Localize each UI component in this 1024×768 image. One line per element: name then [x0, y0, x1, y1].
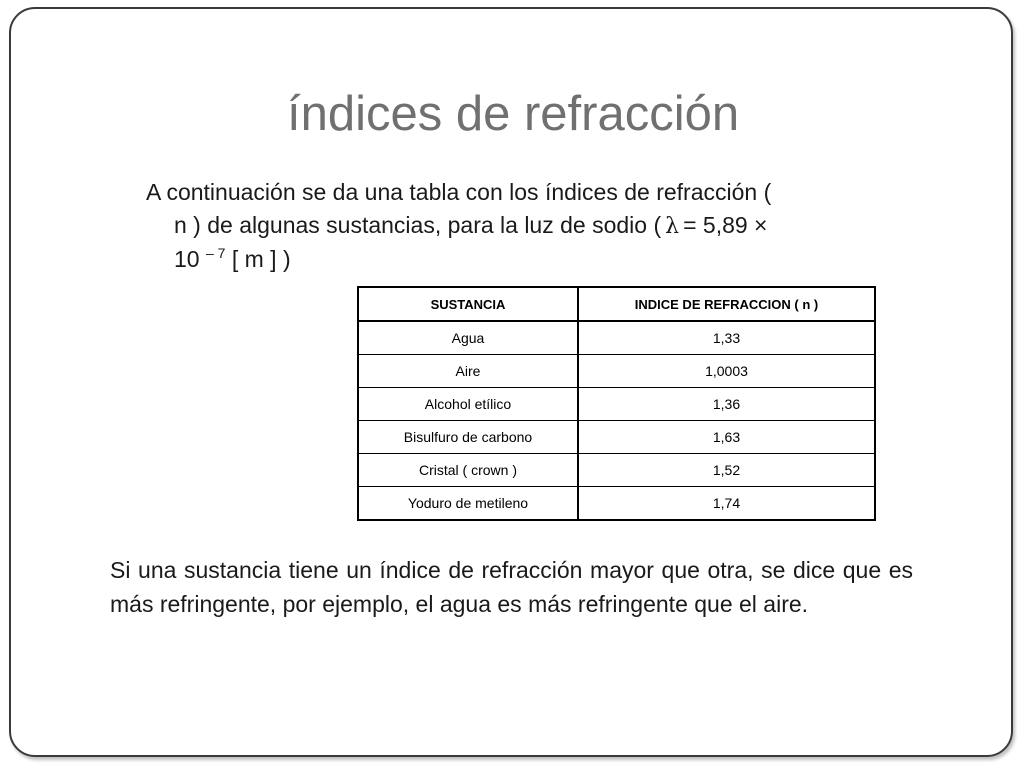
exponent-base: 10 [174, 246, 200, 272]
table-row [358, 421, 875, 454]
substance-cell: Aire [358, 355, 578, 388]
exponent: – 7 [205, 245, 226, 261]
slide-title: índices de refracción [287, 87, 740, 141]
intro-paragraph [146, 176, 936, 276]
table-row [358, 454, 875, 487]
intro-line-2-text: n ) de algunas sustancias, para la luz de sodio ( [174, 212, 662, 238]
substance-cell: Bisulfuro de carbono [358, 421, 578, 454]
footer-paragraph: Si una sustancia tiene un índice de refracción mayor que otra, se dice que es más refringente, por ejemplo, el agua es más refringente que el aire. [110, 557, 913, 617]
substance-cell: Cristal ( crown ) [358, 454, 578, 487]
substance-cell: Yoduro de metileno [358, 487, 578, 521]
substance-cell: Alcohol etílico [358, 388, 578, 421]
intro-line-3 [146, 243, 936, 276]
intro-line-1: A continuación se da una tabla con los índices de refracción ( [146, 179, 772, 205]
header-indice: INDICE DE REFRACCION ( n ) [578, 287, 875, 321]
lambda-symbol: λ [665, 214, 680, 239]
index-cell: 1,36 [578, 388, 875, 421]
index-cell: 1,33 [578, 321, 875, 355]
index-cell: 1,63 [578, 421, 875, 454]
index-cell: 1,0003 [578, 355, 875, 388]
table-row [358, 321, 875, 355]
table-row [358, 355, 875, 388]
refraction-table [357, 286, 876, 521]
index-cell: 1,74 [578, 487, 875, 521]
substance-cell: Agua [358, 321, 578, 355]
intro-line-2-value: = 5,89 × [683, 212, 768, 238]
table-row [358, 487, 875, 521]
index-cell: 1,52 [578, 454, 875, 487]
unit-text: [ m ] ) [231, 246, 291, 272]
table-row [358, 388, 875, 421]
intro-line-2 [146, 209, 936, 243]
header-sustancia: SUSTANCIA [358, 287, 578, 321]
table-header-row [358, 287, 875, 321]
